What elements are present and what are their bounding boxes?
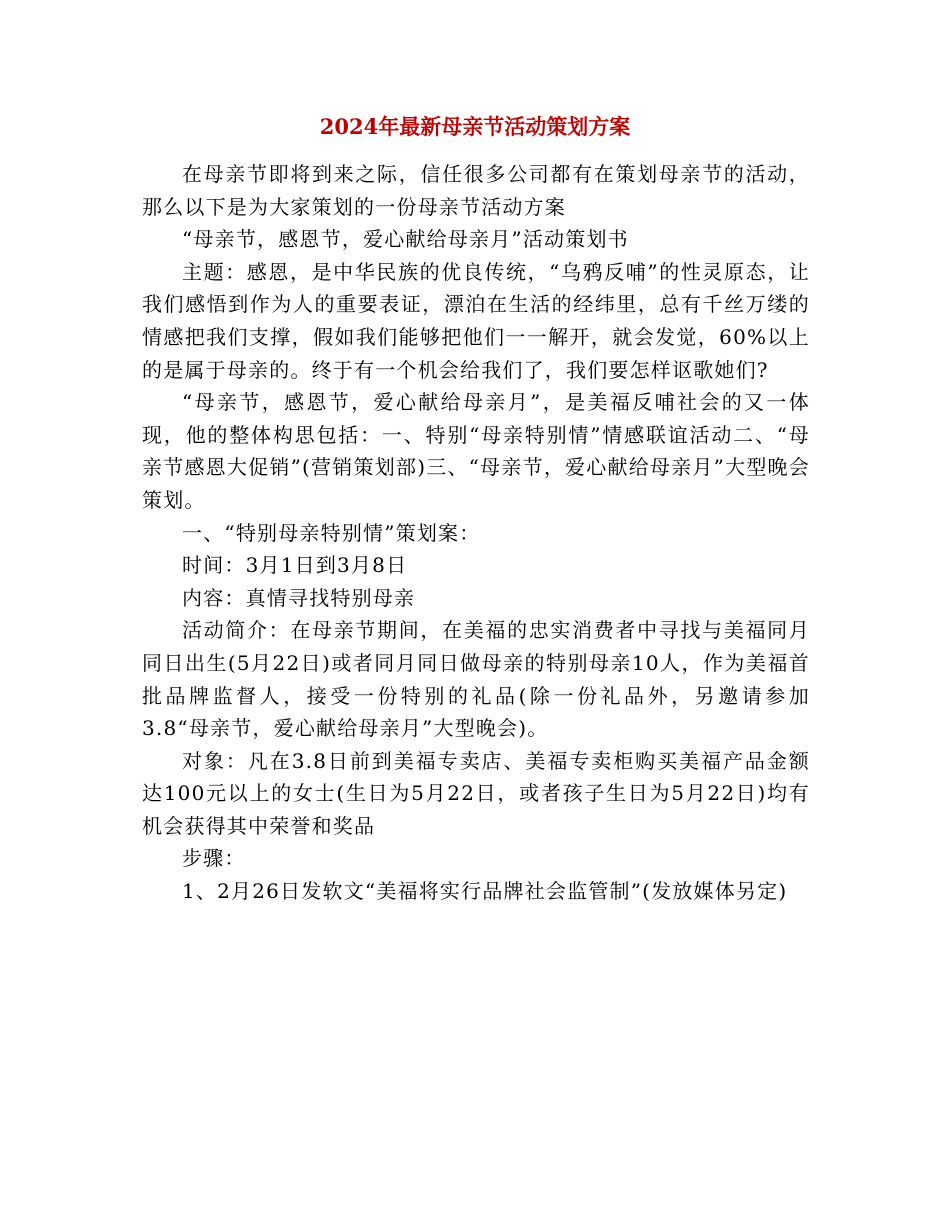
document-title: 2024年最新母亲节活动策划方案: [319, 114, 631, 139]
paragraph-theme: 主题：感恩，是中华民族的优良传统，“乌鸦反哺”的性灵原态，让我们感悟到作为人的重要表证，漂泊在生活的经纬里，总有千丝万缕的情感把我们支撑，假如我们能够把他们一一解开，就会发觉，60%以上的是属于母亲的。终于有一个机会给我们了，我们要怎样讴歌她们?: [142, 259, 810, 382]
paragraph-step-one: 1、2月26日发软文“美福将实行品牌社会监管制”(发放媒体另定): [182, 879, 788, 904]
paragraph-target: 对象：凡在3.8日前到美福专卖店、美福专卖柜购买美福产品金额达100元以上的女士(生日为5月22日，或者孩子生日为5月22日)均有机会获得其中荣誉和奖品: [142, 748, 810, 838]
document-body: [142, 158, 810, 908]
paragraph-plan-heading: “母亲节，感恩节，爱心献给母亲月”活动策划书: [182, 227, 629, 252]
paragraph-overall-concept: “母亲节，感恩节，爱心献给母亲月”，是美福反哺社会的又一体现，他的整体构思包括：一、特别“母亲特别情”情感联谊活动二、“母亲节感恩大促销”(营销策划部)三、“母亲节，爱心献给母亲月”大型晚会策划。: [142, 390, 810, 512]
paragraph-steps-heading: 步骤：: [182, 846, 246, 871]
paragraph-time: 时间：3月1日到3月8日: [182, 553, 408, 578]
paragraph-intro: 在母亲节即将到来之际，信任很多公司都有在策划母亲节的活动，那么以下是为大家策划的一份母亲节活动方案: [142, 162, 810, 219]
paragraph-section-one-heading: 一、“特别母亲特别情”策划案：: [182, 520, 481, 545]
paragraph-content: 内容：真情寻找特别母亲: [182, 585, 416, 610]
paragraph-activity-intro: 活动简介：在母亲节期间，在美福的忠实消费者中寻找与美福同月同日出生(5月22日)或者同月同日做母亲的特别母亲10人，作为美福首批品牌监督人，接受一份特别的礼品(除一份礼品外，另邀请参加3.8“母亲节，爱心献给母亲月”大型晚会)。: [142, 618, 810, 741]
